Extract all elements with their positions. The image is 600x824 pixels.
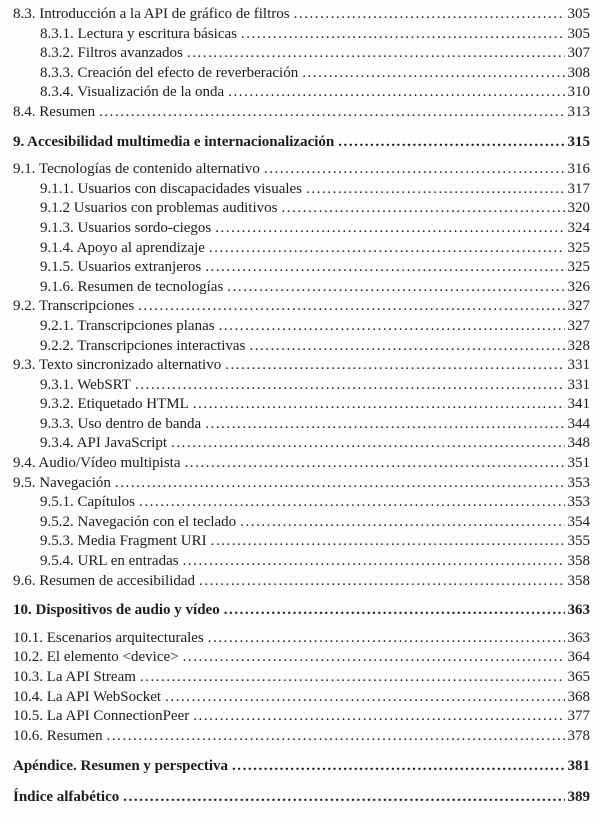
toc-entry-page-number: 368 [567, 688, 590, 705]
toc-entry-label: 9.4. Audio/Vídeo multipista [13, 455, 181, 472]
toc-entry-label: 9. Accesibilidad multimedia e internacionalización [13, 133, 335, 150]
toc-entry-page-number: 325 [567, 259, 590, 276]
toc-entry-page-number: 327 [567, 317, 590, 334]
toc-entry-page-number: 328 [567, 337, 590, 354]
dot-leader [99, 103, 564, 123]
dot-leader [302, 64, 564, 84]
toc-entry-page-number: 313 [567, 103, 590, 120]
toc-entry-page-number: 317 [567, 180, 590, 197]
toc-entry [0, 103, 590, 123]
toc-entry-label: 10.4. La API WebSocket [13, 688, 162, 705]
toc-entry-label: 8.3. Introducción a la API de gráfico de filtros [13, 6, 290, 22]
dot-leader [205, 258, 564, 278]
toc-entry-label: 10. Dispositivos de audio y vídeo [13, 602, 220, 619]
toc-entry-page-number: 358 [567, 572, 590, 589]
toc-entry-label: 9.5. Navegación [13, 474, 111, 491]
toc-entry-label: 9.1.2 Usuarios con problemas auditivos [40, 200, 278, 217]
toc-entry [0, 601, 590, 621]
toc-entry-page-number: 307 [567, 45, 590, 62]
dot-leader [209, 239, 565, 259]
toc-entry-label: Índice alfabético [13, 788, 120, 805]
toc-entry [0, 493, 590, 513]
toc-entry [0, 83, 590, 103]
toc-entry-label: 9.6. Resumen de accesibilidad [13, 572, 196, 589]
toc-entry-label: 9.3.1. WebSRT [40, 376, 131, 393]
dot-leader [306, 180, 564, 200]
toc-entry [0, 160, 590, 180]
dot-leader [123, 788, 564, 808]
toc-entry-page-number: 358 [567, 553, 590, 570]
toc-entry [0, 395, 590, 415]
toc-entry-page-number: 325 [567, 239, 590, 256]
toc-entry-page-number: 344 [567, 415, 590, 432]
toc-entry [0, 219, 590, 239]
dot-leader [241, 25, 565, 45]
toc-entry [0, 688, 590, 708]
toc-entry [0, 44, 590, 64]
toc-entry [0, 133, 590, 153]
dot-leader [225, 356, 564, 376]
toc-entry-page-number: 351 [567, 455, 590, 472]
dot-leader [183, 552, 565, 572]
toc-entry [0, 572, 590, 592]
toc-entry-page-number: 353 [567, 494, 590, 511]
dot-leader [338, 133, 564, 153]
dot-leader [165, 688, 564, 708]
toc-entry-label: 8.4. Resumen [13, 103, 96, 120]
toc-entry-label: 8.3.4. Visualización de la onda [40, 84, 225, 101]
toc-entry [0, 297, 590, 317]
dot-leader [193, 707, 564, 727]
toc-entry [0, 788, 590, 808]
dot-leader [232, 757, 565, 777]
toc-entry-page-number: 310 [567, 84, 590, 101]
toc-entry-page-number: 315 [567, 133, 590, 150]
dot-leader [227, 278, 564, 298]
toc-entry [0, 757, 590, 777]
toc-list [0, 5, 590, 808]
toc-entry [0, 454, 590, 474]
toc-entry-page-number: 331 [567, 357, 590, 374]
toc-entry-page-number: 305 [567, 25, 590, 42]
dot-leader [264, 160, 565, 180]
toc-entry-page-number: 331 [567, 376, 590, 393]
toc-entry [0, 317, 590, 337]
toc-entry [0, 474, 590, 494]
toc-entry [0, 532, 590, 552]
toc-entry [0, 239, 590, 259]
toc-entry [0, 513, 590, 533]
dot-leader [219, 317, 565, 337]
toc-entry-page-number: 320 [567, 200, 590, 217]
toc-entry-label: 9.1.3. Usuarios sordo-ciegos [40, 219, 212, 236]
dot-leader [107, 727, 565, 747]
toc-entry [0, 25, 590, 45]
dot-leader [183, 648, 565, 668]
toc-entry-label: 10.5. La API ConnectionPeer [13, 708, 190, 725]
toc-entry-page-number: 308 [567, 64, 590, 81]
toc-entry-page-number: 353 [567, 474, 590, 491]
toc-entry [0, 668, 590, 688]
toc-entry-label: 9.3. Texto sincronizado alternativo [13, 357, 222, 374]
toc-entry [0, 258, 590, 278]
toc-entry-page-number: 305 [567, 6, 590, 22]
toc-entry-label: 8.3.1. Lectura y escritura básicas [40, 25, 237, 42]
toc-entry-page-number: 355 [567, 533, 590, 550]
dot-leader [211, 532, 565, 552]
toc-entry-label: 9.2.1. Transcripciones planas [40, 317, 215, 334]
dot-leader [215, 219, 564, 239]
dot-leader [193, 395, 565, 415]
toc-entry [0, 337, 590, 357]
toc-entry-page-number: 324 [567, 219, 590, 236]
toc-entry-label: 9.1. Tecnologías de contenido alternativo [13, 161, 260, 178]
dot-leader [171, 434, 564, 454]
toc-entry-page-number: 363 [567, 602, 590, 619]
toc-entry [0, 727, 590, 747]
toc-entry [0, 434, 590, 454]
dot-leader [140, 668, 565, 688]
toc-entry-page-number: 389 [567, 788, 590, 805]
toc-entry [0, 552, 590, 572]
toc-entry-label: 9.3.2. Etiquetado HTML [40, 396, 189, 413]
toc-entry-page-number: 364 [567, 649, 590, 666]
dot-leader [228, 83, 564, 103]
toc-entry-label: 9.3.3. Uso dentro de banda [40, 415, 202, 432]
toc-entry [0, 707, 590, 727]
toc-entry [0, 5, 590, 25]
toc-entry-label: 9.1.6. Resumen de tecnologías [40, 278, 224, 295]
toc-entry [0, 415, 590, 435]
toc-entry-label: 8.3.2. Filtros avanzados [40, 45, 183, 62]
toc-entry-page-number: 316 [567, 161, 590, 178]
toc-entry-label: 9.5.1. Capítulos [40, 494, 136, 511]
dot-leader [294, 5, 565, 25]
toc-entry-page-number: 326 [567, 278, 590, 295]
toc-entry-label: 9.5.3. Media Fragment URI [40, 533, 207, 550]
dot-leader [185, 454, 565, 474]
toc-entry-label: 9.5.4. URL en entradas [40, 553, 179, 570]
dot-leader [135, 376, 565, 396]
toc-entry-page-number: 365 [567, 669, 590, 685]
dot-leader [199, 572, 564, 592]
toc-entry [0, 180, 590, 200]
dot-leader [249, 337, 564, 357]
dot-leader [224, 601, 565, 621]
toc-entry-label: 9.2. Transcripciones [13, 298, 135, 315]
toc-entry-label: 9.1.5. Usuarios extranjeros [40, 259, 202, 276]
dot-leader [187, 44, 565, 64]
toc-entry [0, 278, 590, 298]
toc-entry-page-number: 363 [567, 629, 590, 646]
toc-entry-label: 10.1. Escenarios arquitecturales [13, 629, 204, 646]
toc-entry-label: 10.3. La API Stream [13, 669, 136, 685]
toc-entry [0, 648, 590, 668]
dot-leader [240, 513, 564, 533]
toc-entry-page-number: 348 [567, 435, 590, 452]
toc-entry-label: 9.1.1. Usuarios con discapacidades visuales [40, 180, 303, 197]
toc-entry-page-number: 377 [567, 708, 590, 725]
toc-entry-label: Apéndice. Resumen y perspectiva [13, 758, 228, 775]
dot-leader [115, 474, 565, 494]
toc-entry-label: 10.2. El elemento <device> [13, 649, 179, 666]
dot-leader [138, 297, 564, 317]
toc-entry-label: 9.5.2. Navegación con el teclado [40, 513, 237, 530]
toc-entry [0, 356, 590, 376]
dot-leader [281, 199, 564, 219]
toc-entry-label: 10.6. Resumen [13, 727, 103, 744]
toc-entry-label: 9.1.4. Apoyo al aprendizaje [40, 239, 205, 256]
toc-entry-page-number: 341 [567, 396, 590, 413]
toc-entry-page-number: 381 [567, 758, 590, 775]
dot-leader [205, 415, 564, 435]
toc-entry [0, 376, 590, 396]
toc-entry-label: 8.3.3. Creación del efecto de reverberación [40, 64, 299, 81]
toc-entry-page-number: 378 [567, 727, 590, 744]
toc-entry-page-number: 327 [567, 298, 590, 315]
toc-entry-label: 9.3.4. API JavaScript [40, 435, 168, 452]
toc-entry-page-number: 354 [567, 513, 590, 530]
toc-entry-label: 9.2.2. Transcripciones interactivas [40, 337, 246, 354]
dot-leader [208, 629, 565, 649]
toc-entry [0, 199, 590, 219]
toc-entry [0, 629, 590, 649]
dot-leader [139, 493, 564, 513]
toc-entry [0, 64, 590, 84]
